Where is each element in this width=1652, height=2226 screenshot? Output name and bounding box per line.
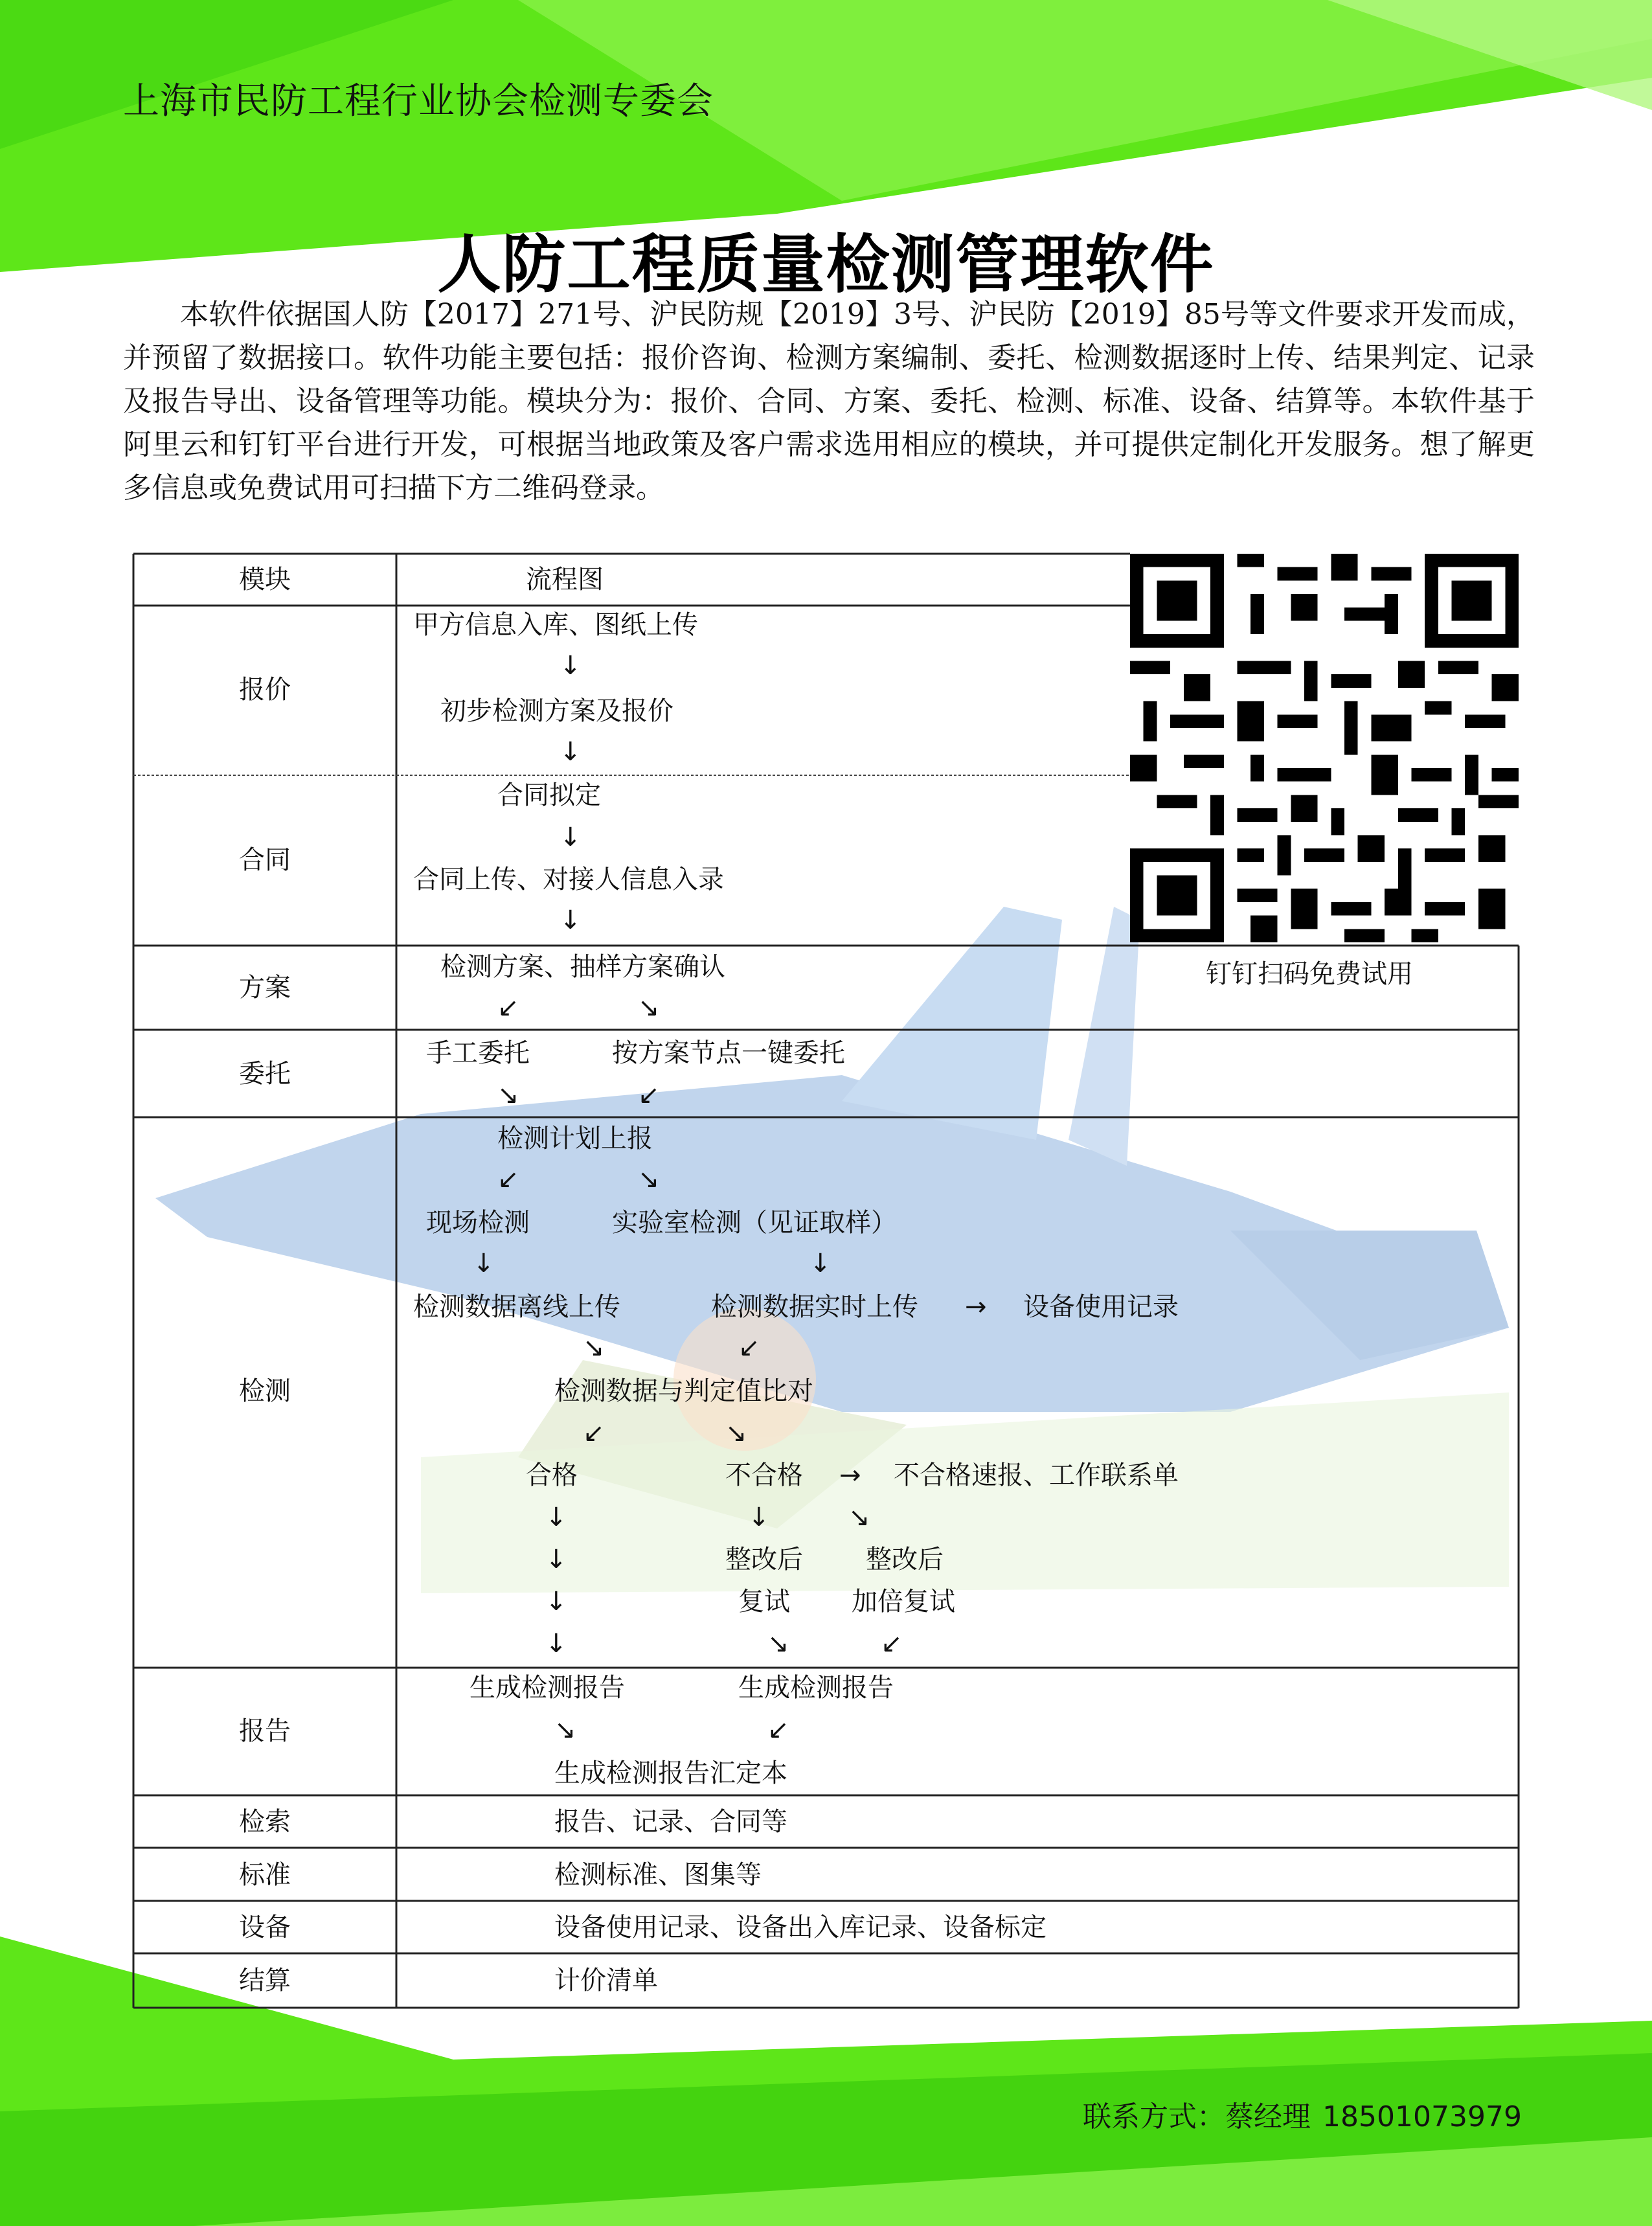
flow-report-a: 生成检测报告 (470, 1673, 625, 1703)
arrow-down-left-icon: ↙ (497, 1164, 519, 1194)
flow-commission-node: 按方案节点一键委托 (612, 1038, 845, 1068)
arrow-down-icon: ↓ (545, 1587, 567, 1617)
arrow-down-icon: ↓ (560, 905, 582, 935)
intro-paragraph: 本软件依据国人防【2017】271号、沪民防规【2019】3号、沪民防【2019】85号等文件要求开发而成，并预留了数据接口。软件功能主要包括：报价咨询、检测方案编制、委托、检测数据逐时上传、结果判定、记录及报告导出、设备管理等功能。模块分为：报价、合同、方案、委托、检测、标准、设备、结算等。本软件基于阿里云和钉钉平台进行开发，可根据当地政策及客户需求选用相应的模块，并可提供定制化开发服务。想了解更多信息或免费试用可扫描下方二维码登录。 (123, 298, 1535, 505)
arrow-down-icon: ↓ (560, 651, 582, 681)
flow-report-book: 生成检测报告汇定本 (554, 1758, 787, 1788)
flow-test-plan: 检测计划上报 (497, 1124, 653, 1153)
arrow-down-left-icon: ↙ (497, 993, 519, 1023)
arrow-down-left-icon: ↙ (583, 1418, 605, 1448)
arrow-down-left-icon: ↙ (638, 1080, 660, 1110)
arrow-down-icon: ↓ (545, 1545, 567, 1574)
arrow-down-left-icon: ↙ (881, 1629, 903, 1659)
header-flow: 流程图 (526, 565, 604, 595)
flow-contract-step1: 合同拟定 (497, 780, 601, 810)
module-search: 检索 (239, 1807, 291, 1837)
arrow-right-icon: → (839, 1460, 861, 1490)
contact-info (1083, 2093, 1522, 2135)
flow-equipment: 设备使用记录、设备出入库记录、设备标定 (554, 1913, 1047, 1942)
organization-name: 上海市民防工程行业协会检测专委会 (123, 80, 714, 122)
flow-search: 报告、记录、合同等 (554, 1807, 787, 1837)
module-commission: 委托 (239, 1059, 291, 1089)
flow-quote-step1: 甲方信息入库、图纸上传 (413, 610, 698, 640)
flow-test-field: 现场检测 (426, 1208, 530, 1238)
arrow-down-right-icon: ↘ (497, 1080, 519, 1110)
page-title: 人防工程质量检测管理软件 (437, 228, 1215, 302)
flow-test-offline: 检测数据离线上传 (413, 1292, 620, 1322)
arrow-down-right-icon: ↘ (638, 1164, 660, 1194)
module-settlement: 结算 (239, 1966, 291, 1995)
module-report: 报告 (239, 1716, 291, 1746)
arrow-down-icon: ↓ (473, 1249, 495, 1278)
flow-rectify-a-line2: 复试 (738, 1587, 790, 1617)
flow-test-fail: 不合格 (725, 1460, 803, 1490)
arrow-down-right-icon: ↘ (767, 1629, 789, 1659)
arrow-down-left-icon: ↙ (738, 1333, 760, 1363)
arrow-down-right-icon: ↘ (583, 1333, 605, 1363)
flow-rectify-b-line1: 整改后 (866, 1545, 944, 1574)
arrow-down-icon: ↓ (748, 1503, 770, 1532)
flow-rectify-b-line2: 加倍复试 (852, 1587, 955, 1617)
module-quote: 报价 (239, 675, 291, 705)
flow-contract-step2: 合同上传、对接人信息入录 (413, 865, 724, 894)
flow-test-realtime: 检测数据实时上传 (711, 1292, 918, 1322)
module-contract: 合同 (239, 845, 291, 875)
arrow-right-icon: → (965, 1292, 987, 1322)
flow-plan-step1: 检测方案、抽样方案确认 (440, 952, 725, 982)
module-equipment: 设备 (239, 1913, 291, 1942)
module-standard: 标准 (239, 1860, 291, 1890)
arrow-down-right-icon: ↘ (848, 1503, 870, 1532)
qr-caption: 钉钉扫码免费试用 (1206, 959, 1413, 989)
qr-code[interactable] (1130, 554, 1519, 942)
arrow-down-icon: ↓ (809, 1249, 832, 1278)
flow-test-pass: 合格 (526, 1460, 578, 1490)
arrow-down-icon: ↓ (545, 1629, 567, 1659)
flow-report-b: 生成检测报告 (738, 1673, 894, 1703)
contact-phone[interactable]: 18501073979 (1322, 2100, 1522, 2133)
flow-rectify-a-line1: 整改后 (725, 1545, 803, 1574)
arrow-down-right-icon: ↘ (554, 1715, 576, 1745)
module-testing: 检测 (239, 1376, 291, 1406)
arrow-down-right-icon: ↘ (638, 993, 660, 1023)
contact-label: 联系方式：蔡经理 (1083, 2100, 1311, 2133)
flow-test-compare: 检测数据与判定值比对 (554, 1376, 813, 1406)
arrow-down-icon: ↓ (560, 737, 582, 767)
flow-test-equipment-record: 设备使用记录 (1023, 1292, 1179, 1322)
flow-test-fail-report: 不合格速报、工作联系单 (894, 1460, 1179, 1490)
flow-test-lab: 实验室检测（见证取样） (612, 1208, 897, 1238)
header-module: 模块 (239, 565, 291, 595)
flow-commission-manual: 手工委托 (426, 1038, 530, 1068)
arrow-down-icon: ↓ (545, 1503, 567, 1532)
flow-quote-step2: 初步检测方案及报价 (440, 696, 673, 726)
flow-settlement: 计价清单 (554, 1966, 658, 1995)
arrow-down-icon: ↓ (560, 823, 582, 852)
flow-standard: 检测标准、图集等 (554, 1860, 762, 1890)
arrow-down-right-icon: ↘ (725, 1418, 747, 1448)
arrow-down-left-icon: ↙ (767, 1715, 789, 1745)
module-plan: 方案 (239, 973, 291, 1003)
